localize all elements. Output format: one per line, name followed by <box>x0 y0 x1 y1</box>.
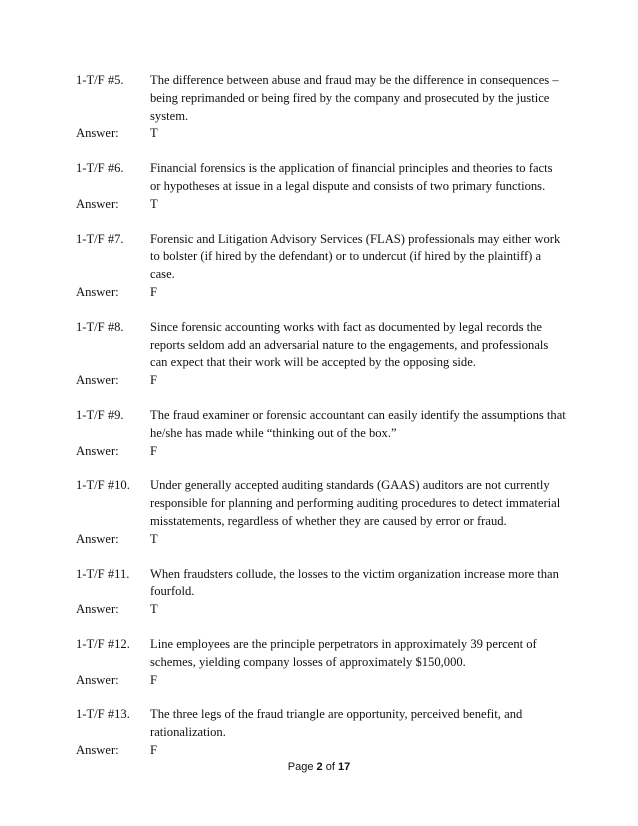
question-text: The difference between abuse and fraud may be the difference in consequences – being reprimanded or being fired by the company and prosecuted by the justice system. <box>150 73 559 123</box>
question-text: The three legs of the fraud triangle are opportunity, perceived benefit, and rationalization. <box>150 707 523 740</box>
question-text: Financial forensics is the application of financial principles and theories to facts or hypotheses at issue in a legal dispute and consists of two primary functions. <box>150 161 553 193</box>
answer-label: Answer: <box>76 672 119 687</box>
question-text: Forensic and Litigation Advisory Services (FLAS) professionals may either work to bolster (if hired by the defendant) or to undercut (if hired by the plaintiff) a case. <box>150 231 561 282</box>
answer-value: F <box>150 373 158 388</box>
answer-label: Answer: <box>76 373 119 388</box>
question-text: Since forensic accounting works with fact as documented by legal records the reports seldom add an adversarial nature to the engagements, and professionals can expect that their work will be accepted by the opposing side. <box>150 319 549 370</box>
answer-label: Answer: <box>76 531 119 546</box>
question-item <box>76 477 566 548</box>
answer-value: T <box>150 196 158 211</box>
spacer <box>76 214 566 231</box>
answer-value: F <box>150 284 158 299</box>
question-text: Line employees are the principle perpetrators in approximately 39 percent of schemes, yielding company losses of approximately $150,000. <box>150 636 537 669</box>
question-number: 1-T/F #9. <box>76 407 124 422</box>
question-number: 1-T/F #5. <box>76 73 124 87</box>
spacer <box>76 689 566 706</box>
spacer <box>76 390 566 407</box>
question-item <box>76 319 566 390</box>
question-number: 1-T/F #12. <box>76 636 130 651</box>
question-item <box>76 407 566 460</box>
question-number: 1-T/F #10. <box>76 478 130 493</box>
page-footer <box>0 760 638 774</box>
spacer <box>76 302 566 319</box>
answer-value: T <box>150 531 158 546</box>
of-word: of <box>325 761 335 773</box>
question-number: 1-T/F #11. <box>76 566 130 581</box>
answer-label: Answer: <box>76 126 119 141</box>
answer-label: Answer: <box>76 742 119 757</box>
total-pages-number: 17 <box>337 761 351 773</box>
spacer <box>76 549 566 566</box>
spacer <box>76 460 566 477</box>
answer-label: Answer: <box>76 196 119 211</box>
current-page-number: 2 <box>316 761 323 773</box>
question-number: 1-T/F #13. <box>76 707 130 722</box>
question-item <box>76 566 566 619</box>
answer-label: Answer: <box>76 284 119 299</box>
spacer <box>76 143 566 160</box>
question-list <box>76 72 566 760</box>
answer-label: Answer: <box>76 602 119 617</box>
answer-value: F <box>150 742 158 757</box>
answer-value: F <box>150 672 158 687</box>
answer-value: T <box>150 126 158 141</box>
answer-value: T <box>150 602 158 617</box>
answer-label: Answer: <box>76 443 119 458</box>
question-text: When fraudsters collude, the losses to the victim organization increase more than fourfold. <box>150 566 559 599</box>
question-item <box>76 706 566 759</box>
question-text: The fraud examiner or forensic accountant can easily identify the assumptions that he/she has made while “thinking out of the box.” <box>150 407 566 440</box>
question-text: Under generally accepted auditing standards (GAAS) auditors are not currently responsible for planning and performing auditing procedures to detect immaterial misstatements, regardless of whether they are caused by error or fraud. <box>150 478 561 528</box>
spacer <box>76 619 566 636</box>
question-item <box>76 72 566 143</box>
answer-value: F <box>150 443 158 458</box>
question-number: 1-T/F #6. <box>76 161 124 176</box>
question-item <box>76 636 566 689</box>
question-number: 1-T/F #7. <box>76 231 124 246</box>
question-item <box>76 231 566 302</box>
question-number: 1-T/F #8. <box>76 319 124 334</box>
question-item <box>76 160 566 213</box>
page-word: Page <box>287 761 314 773</box>
